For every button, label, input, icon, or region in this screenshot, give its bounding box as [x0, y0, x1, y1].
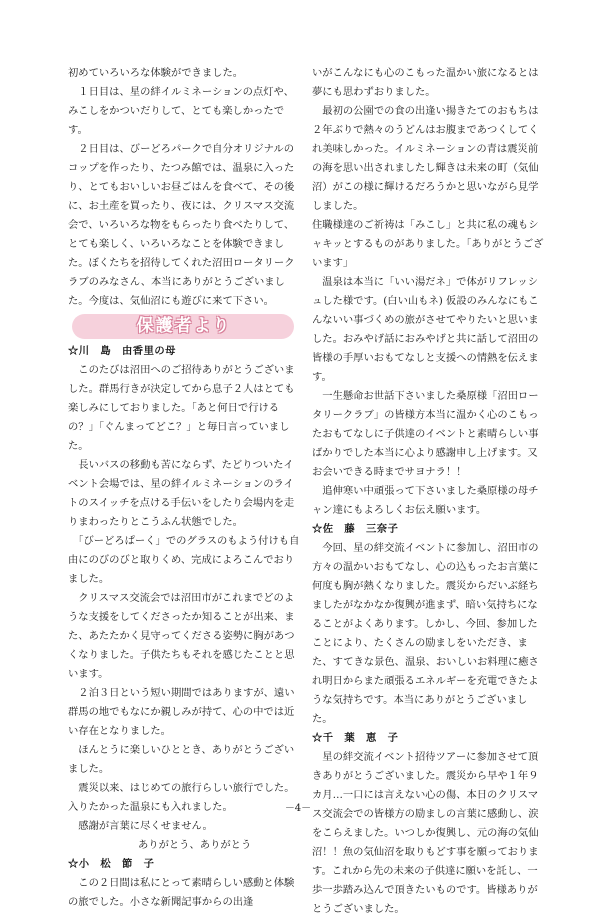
author-name: ☆小 松 節 子 [68, 858, 155, 870]
paragraph: 震災以来、はじめての旅行らしい旅行でした。入りたかった温泉にも入れました。 [68, 782, 295, 813]
paragraph: 初めていろいろな体験ができました。 [68, 67, 244, 79]
paragraph: 「びーどろぱーく」でのグラスのもよう付けも自由にのびのびと取りくめ、完成によろこんでおりました。 [68, 535, 300, 585]
paragraph: ２泊３日という短い期間ではありますが、遠い群馬の地でもなにか親しみが持て、心の中では近い存在となりました。 [68, 687, 295, 737]
paragraph: 今回、星の絆交流イベントに参加し、沼田市の方々の温かいおもてなし、心の込もったお言葉に何度も胸が熱くなりました。震災からだいぶ経ちましたがなかなか復興が進まず、暗い気持ちになることがよくあります。しかし、今回、参加したことにより、たくさんの励ましをいただき、また、すてきな景色、温泉、おいしいお料理に癒され明日からまた頑張るエネルギーを充電できたような気持ちです。本当にありがとうございました。 [312, 542, 539, 725]
paragraph: クリスマス交流会では沼田市がこれまでどのような支援をしてくださったか知ることが出来、また、あたたかく見守ってくださる姿勢に胸があつくなりました。子供たちもそれを感じたことと思います。 [68, 592, 295, 680]
paragraph: このたびは沼田へのご招待ありがとうございました。群馬行きが決定してから息子２人はとても楽しみにしておりました。「あと何日で行けるの？」「ぐんまってどこ？」と毎日言っていました。 [68, 364, 295, 452]
paragraph: いがこんなにも心のこもった温かい旅になるとは夢にも思わずおりました。 [312, 67, 539, 98]
paragraph: １日目は、星の絆イルミネーションの点灯や、みこしをかついだりして、とても楽しかったです。 [68, 86, 294, 136]
closing-thanks: ありがとう、ありがとう [138, 839, 252, 851]
right-column [312, 64, 544, 919]
left-column [68, 64, 300, 912]
paragraph: 最初の公園での食の出逢い揚きたてのおもちは２年ぶりで熱々のうどんはお腹まであつくしてくれ美味しかった。イルミネーションの青は震災前の海を思い出されましたし輝きは未来の町（気仙沼）がこの様に輝けるだろうかと思いながら見学しました。 [312, 105, 539, 212]
paragraph: 長いバスの移動も苦にならず、たどりついたイベント会場では、星の絆イルミネーションのライトのスイッチを点ける手伝いをしたり会場内を走りまわったりとこうふん状態でした。 [68, 459, 295, 528]
author-name: ☆千 葉 恵 子 [312, 732, 399, 744]
paragraph: 住職様達のご祈祷は「みこし」と共に私の魂もシャキッとするものがありました。「ありがとうございます」 [312, 219, 544, 269]
section-heading-label: 保護者より [136, 316, 232, 336]
paragraph: 感謝が言葉に尽くせません。 [68, 820, 213, 832]
paragraph: 星の絆交流イベント招待ツアーに参加させて頂きありがとうございました。震災から早や１年９カ月…一口には言えない心の傷、本日のクリスマス交流会での皆様方の励ましの言葉に感動し、涙をこらえました。いつしか復興し、元の海の気仙沼！！魚の気仙沼を取りもどす事を願っております。これから先の未来の子供達に願いを託し、一歩一歩踏み込んで頂きたいものです。皆様ありがとうございました。 [312, 751, 539, 915]
paragraph: 追伸寒い中頑張って下さいました桑原様の母チャン達にもよろしくお伝え願います。 [312, 485, 539, 516]
section-heading [68, 312, 300, 342]
paragraph: この２日間は私にとって素晴らしい感動と体験の旅でした。小さな新聞記事からの出逢 [68, 877, 295, 908]
paragraph: 一生懸命お世話下さいました桑原様「沼田ロータリークラブ」の皆様方本当に温かく心のこもったおもてなしに子供達のイベントと素晴らしい事ばかりでした本当に心より感謝申し上げます。又お会いできる時までサヨナラ！！ [312, 390, 539, 478]
paragraph: ２日目は、びーどろパークで自分オリジナルのコップを作ったり、たつみ館では、温泉に入ったり、とてもおいしいお昼ごはんを食べて、その後に、お土産を買ったり、夜には、クリスマス交流会で、いろいろな物をもらったり食べたりして、とても楽しく、いろいろなことを体験できました。ぼくたちを招待してくれた沼田ロータリークラブのみなさん、本当にありがとうございました。今度は、気仙沼にも遊びに来て下さい。 [68, 143, 295, 307]
paragraph: ほんとうに楽しいひととき、ありがとうございました。 [68, 744, 295, 775]
page-number: －4－ [284, 803, 312, 814]
author-name: ☆佐 藤 三奈子 [312, 523, 399, 535]
author-name: ☆川 島 由香里の母 [68, 345, 176, 357]
paragraph: 温泉は本当に「いい湯だネ」で体がリフレッシュした様です。(白い山もネ) 仮設のみんなにもこんないい事づくめの旅がさせてやりたいと思いました。おみやげ話におみやげと共に話して沼田の皆様の手厚いおもてなしと支援への情熱を伝えます。 [312, 276, 539, 383]
